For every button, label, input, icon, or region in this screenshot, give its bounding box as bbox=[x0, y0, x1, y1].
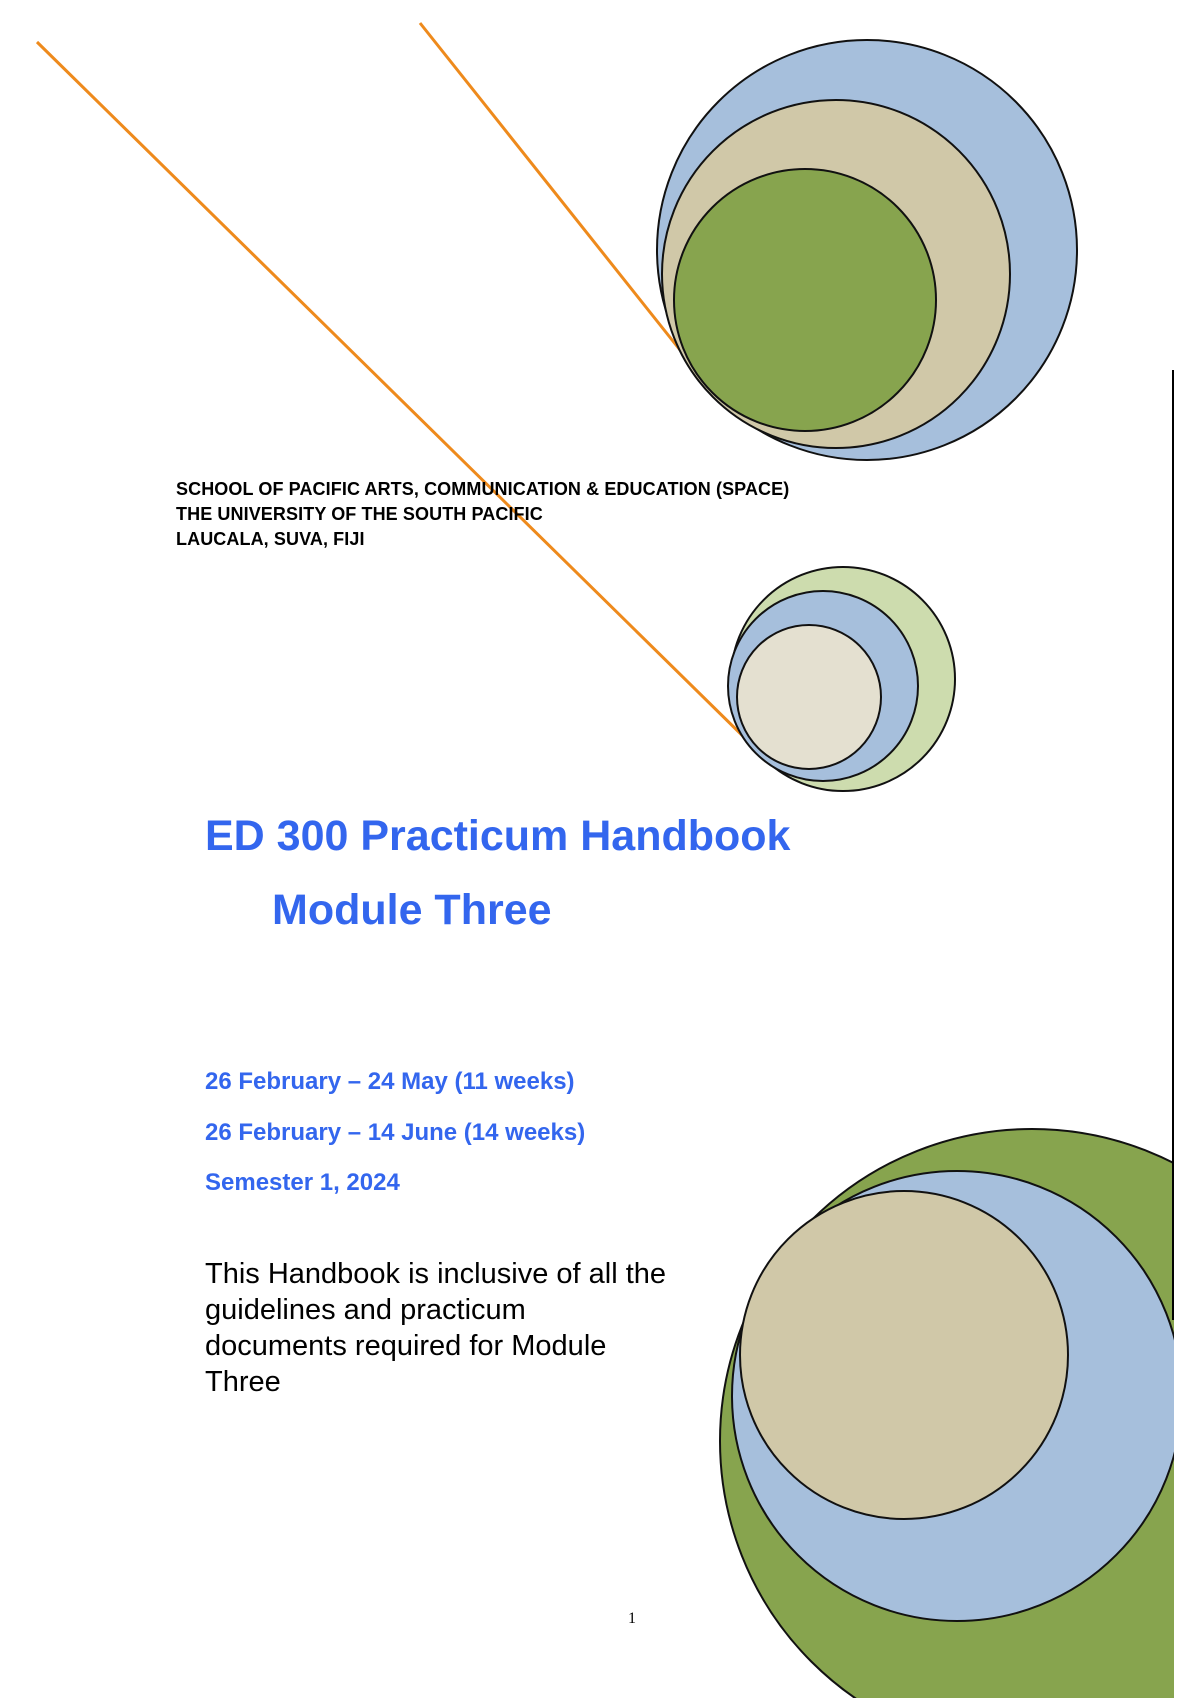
location-text: LAUCALA, SUVA, FIJI bbox=[176, 529, 365, 549]
school-name: SCHOOL OF PACIFIC ARTS, COMMUNICATION & EDUCATION (SPACE) bbox=[176, 479, 790, 499]
handbook-title: ED 300 Practicum Handbook bbox=[205, 812, 791, 860]
top-circle-group bbox=[657, 40, 1077, 460]
semester-label: Semester 1, 2024 bbox=[205, 1169, 400, 1196]
top-inner-green-circle bbox=[674, 169, 936, 431]
bottom-inner-tan-circle bbox=[740, 1191, 1068, 1519]
module-title: Module Three bbox=[272, 886, 552, 934]
bottom-circle-group bbox=[720, 1129, 1200, 1698]
date-range-11-weeks: 26 February – 24 May (11 weeks) bbox=[205, 1068, 575, 1095]
university-name: THE UNIVERSITY OF THE SOUTH PACIFIC bbox=[176, 504, 543, 524]
handbook-description: This Handbook is inclusive of all the guidelines and practicum documents required for Module Three bbox=[205, 1258, 667, 1398]
middle-inner-cream-circle bbox=[737, 625, 881, 769]
orange-diagonal-line-long bbox=[37, 42, 752, 745]
page-number: 1 bbox=[628, 1610, 636, 1627]
date-range-14-weeks: 26 February – 14 June (14 weeks) bbox=[205, 1119, 586, 1146]
orange-diagonal-line-short bbox=[420, 23, 688, 360]
middle-circle-group bbox=[728, 567, 955, 791]
